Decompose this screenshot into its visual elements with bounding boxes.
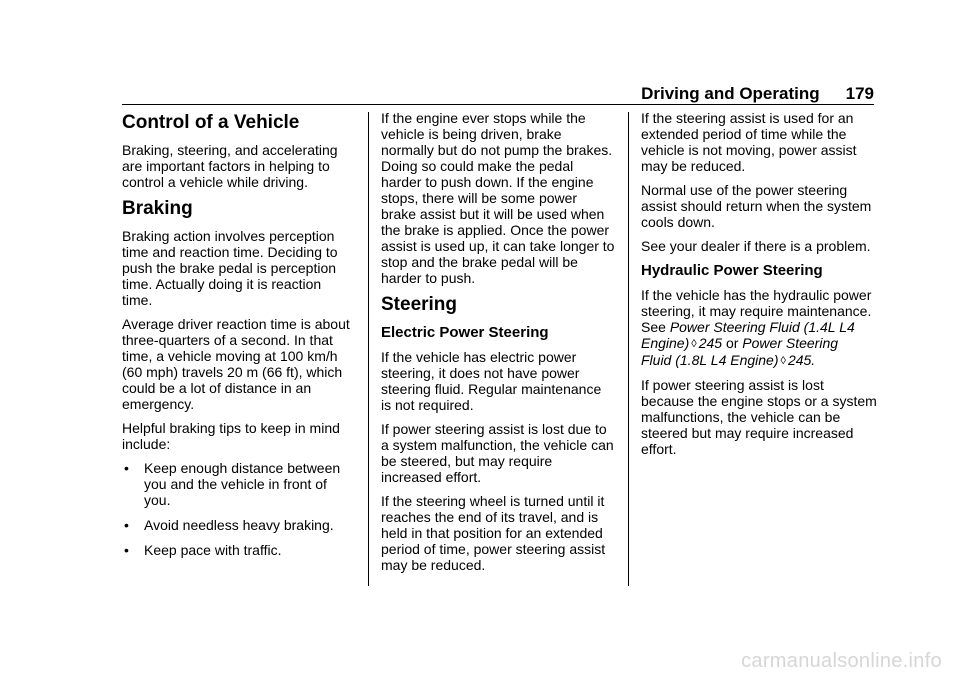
steering-heading: Steering [381, 294, 458, 315]
intro-paragraph: Braking, steering, and accelerating are important factors in helping to control a vehicle while driving. [122, 142, 338, 190]
braking-heading: Braking [122, 198, 193, 219]
electric-power-steering-heading: Electric Power Steering [381, 324, 549, 341]
header-rule [122, 104, 874, 105]
column-3 [641, 110, 877, 465]
watermark: carmanualsonline.info [741, 650, 942, 672]
page-reference[interactable]: 245. [787, 352, 816, 368]
section-title: Control of a Vehicle [122, 112, 300, 133]
paragraph: If the steering wheel is turned until it reaches the end of its travel, and is held in that position for an extended period of time, power steering assist may be reduced. [381, 493, 606, 573]
hydraulic-power-steering-heading: Hydraulic Power Steering [641, 262, 823, 279]
see-label: See [641, 319, 666, 335]
paragraph: If power steering assist is lost due to a system malfunction, the vehicle can be steered, but may require increased effort. [381, 421, 614, 485]
page-number: 179 [845, 84, 874, 103]
paragraph: If the vehicle has electric power steering, it does not have power steering fluid. Regular maintenance is not required. [381, 349, 602, 413]
paragraph: If power steering assist is lost because the engine stops or a system malfunctions, the vehicle can be steered but may require increased effort. [641, 377, 877, 457]
column-divider [628, 112, 629, 586]
list-item-text: Keep pace with traffic. [144, 542, 282, 558]
bullet-icon: • [124, 542, 129, 558]
bullet-icon: • [124, 460, 129, 476]
or-label: or [725, 335, 739, 351]
running-header [0, 84, 874, 104]
paragraph: Average driver reaction time is about three-quarters of a second. In that time, a vehicle moving at 100 km/h (60 mph) travels 20 m (66 ft), which could be a lot of distance in an emergency. [122, 316, 350, 412]
paragraph-text: If the vehicle has the hydraulic power steering, it may require maintenance. [641, 287, 872, 319]
list-item-text: Keep enough distance between you and the vehicle in front of you. [144, 460, 341, 508]
list-item [122, 517, 354, 533]
paragraph: See your dealer if there is a problem. [641, 238, 871, 254]
column-1 [122, 110, 354, 567]
paragraph: If the engine ever stops while the vehicle is being driven, brake normally but do not pump the brakes. Doing so could make the pedal harder to push down. If the engine stops, there will be some power brake assist but it will be used when the brake is applied. Once the power assist is used up, it can take longer to stop and the brake pedal will be harder to push. [381, 110, 615, 286]
list-item [122, 460, 354, 508]
paragraph: Helpful braking tips to keep in mind include: [122, 420, 340, 452]
paragraph-with-references [641, 287, 877, 369]
list-item [122, 542, 354, 558]
page-ref-arrow-icon: ◊ [691, 338, 697, 350]
list-item-text: Avoid needless heavy braking. [144, 517, 334, 533]
paragraph: Normal use of the power steering assist should return when the system cools down. [641, 182, 872, 230]
paragraph: Braking action involves perception time and reaction time. Deciding to push the brake pedal is perception time. Actually doing it is reaction time. [122, 228, 338, 308]
bullet-icon: • [124, 517, 129, 533]
paragraph: If the steering assist is used for an extended period of time while the vehicle is not moving, power assist may be reduced. [641, 110, 857, 174]
column-2 [381, 110, 615, 581]
cross-reference-link[interactable]: Power Steering Fluid (1.8L L4 Engine) [641, 335, 839, 368]
cross-reference-link[interactable]: Power Steering Fluid (1.4L L4 Engine) [641, 319, 855, 351]
page-ref-arrow-icon: ◊ [780, 355, 786, 367]
page-reference[interactable]: 245 [698, 335, 723, 351]
column-divider [368, 112, 369, 586]
header-section-title: Driving and Operating [641, 84, 820, 103]
